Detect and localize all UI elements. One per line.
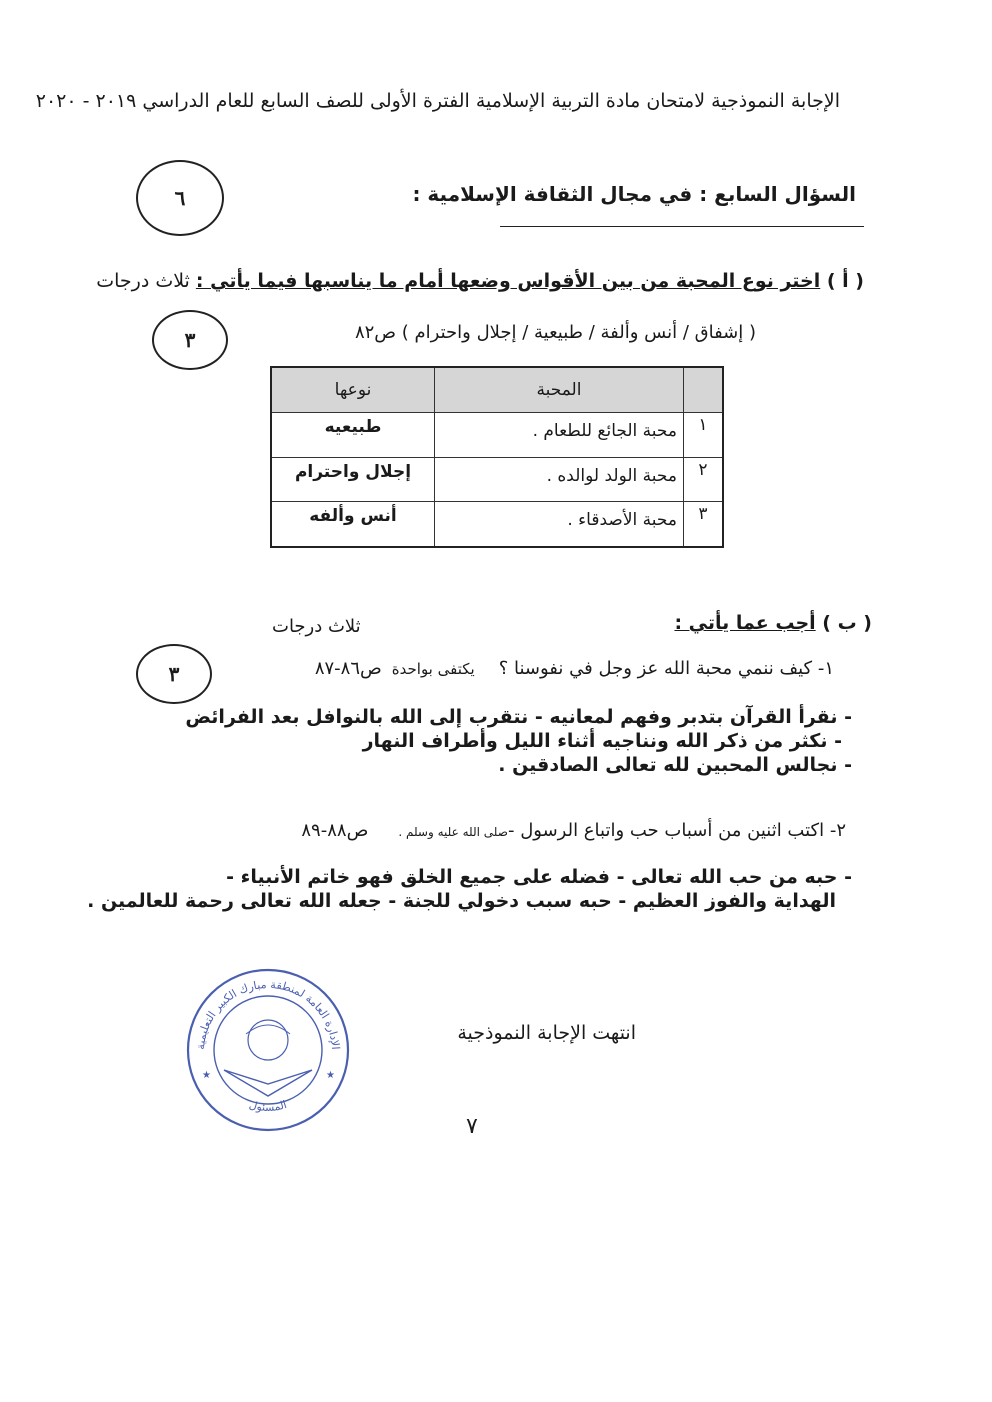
page-number: ٧ xyxy=(466,1114,478,1139)
section-b-label: ( ب ) xyxy=(815,612,872,634)
section-a-instruction: اختر نوع المحبة من بين الأقواس وضعها أمام ما يناسبها فيما يأتي : xyxy=(195,270,821,292)
section-a-heading xyxy=(96,270,864,292)
section-b-instruction: أجب عما يأتي : xyxy=(674,612,816,634)
question-b2 xyxy=(301,820,846,841)
row-answer: إجلال واحترام xyxy=(271,457,435,502)
section-b-heading xyxy=(674,612,872,634)
title-underline xyxy=(500,226,864,227)
score-circle-q7: ٦ xyxy=(136,160,224,236)
question-7-title: السؤال السابع : في مجال الثقافة الإسلامية : xyxy=(412,182,856,206)
answer-b2-line: الهداية والفوز العظيم - حبه سبب دخولي للجنة - جعله الله تعالى رحمة للعالمين . xyxy=(87,890,836,912)
page-header: الإجابة النموذجية لامتحان مادة التربية الإسلامية الفترة الأولى للصف السابع للعام الدراسي ٢٠١٩ - ٢٠٢٠ xyxy=(35,90,840,112)
score-circle-a: ٣ xyxy=(152,310,228,370)
official-stamp xyxy=(184,966,352,1132)
row-love: محبة الولد لوالده . xyxy=(435,457,684,502)
question-b2-text: ٢- اكتب اثنين من أسباب حب واتباع الرسول - xyxy=(507,820,846,841)
table-row xyxy=(271,457,723,502)
question-b1-note: يكتفى بواحدة xyxy=(391,660,475,678)
row-love: محبة الأصدقاء . xyxy=(435,502,684,547)
header-love: المحبة xyxy=(435,367,684,413)
row-num: ٢ xyxy=(684,457,724,502)
question-b1 xyxy=(315,658,834,679)
row-love: محبة الجائع للطعام . xyxy=(435,413,684,458)
answer-b1-line: - نجالس المحبين لله تعالى الصادقين . xyxy=(498,754,852,776)
stamp-text-top: الإدارة العامة لمنطقة مبارك الكبير التعليمية xyxy=(194,977,342,1051)
table-row xyxy=(271,413,723,458)
stamp-text-bottom: المسئول xyxy=(247,1097,289,1114)
row-num: ٣ xyxy=(684,502,724,547)
table-row xyxy=(271,502,723,547)
row-answer: طبيعيه xyxy=(271,413,435,458)
answer-b1-line: - نقرأ القرآن بتدبر وفهم لمعانيه - نتقرب إلى الله بالنوافل بعد الفرائض xyxy=(185,706,852,728)
love-types-table xyxy=(270,366,724,548)
closing-text: انتهت الإجابة النموذجية xyxy=(457,1022,636,1044)
section-a-marks: ثلاث درجات xyxy=(96,270,196,292)
answer-b1-line: - نكثر من ذكر الله ونناجيه أثناء الليل وأطراف النهار xyxy=(362,730,842,752)
row-num: ١ xyxy=(684,413,724,458)
svg-text:★: ★ xyxy=(326,1070,335,1081)
question-b1-text: ١- كيف ننمي محبة الله عز وجل في نفوسنا ؟ xyxy=(498,658,834,679)
header-num xyxy=(684,367,724,413)
header-type: نوعها xyxy=(271,367,435,413)
options-list: ( إشفاق / أنس وألفة / طبيعية / إجلال واحترام ) ص٨٢ xyxy=(354,322,756,343)
question-b1-page: ص٨٦-٨٧ xyxy=(314,658,382,679)
table-header-row xyxy=(271,367,723,413)
answer-b2-line: - حبه من حب الله تعالى - فضله على جميع الخلق فهو خاتم الأنبياء - xyxy=(226,866,852,888)
question-b2-salla: صلى الله عليه وسلم . xyxy=(398,825,508,839)
svg-text:★: ★ xyxy=(202,1070,211,1081)
score-circle-b: ٣ xyxy=(136,644,212,704)
section-b-marks: ثلاث درجات xyxy=(272,616,361,637)
section-a-label: ( أ ) xyxy=(820,270,864,292)
question-b2-page: ص٨٨-٨٩ xyxy=(301,820,369,841)
svg-text:المسئول xyxy=(248,1098,289,1114)
row-answer: أنس وألفه xyxy=(271,502,435,547)
